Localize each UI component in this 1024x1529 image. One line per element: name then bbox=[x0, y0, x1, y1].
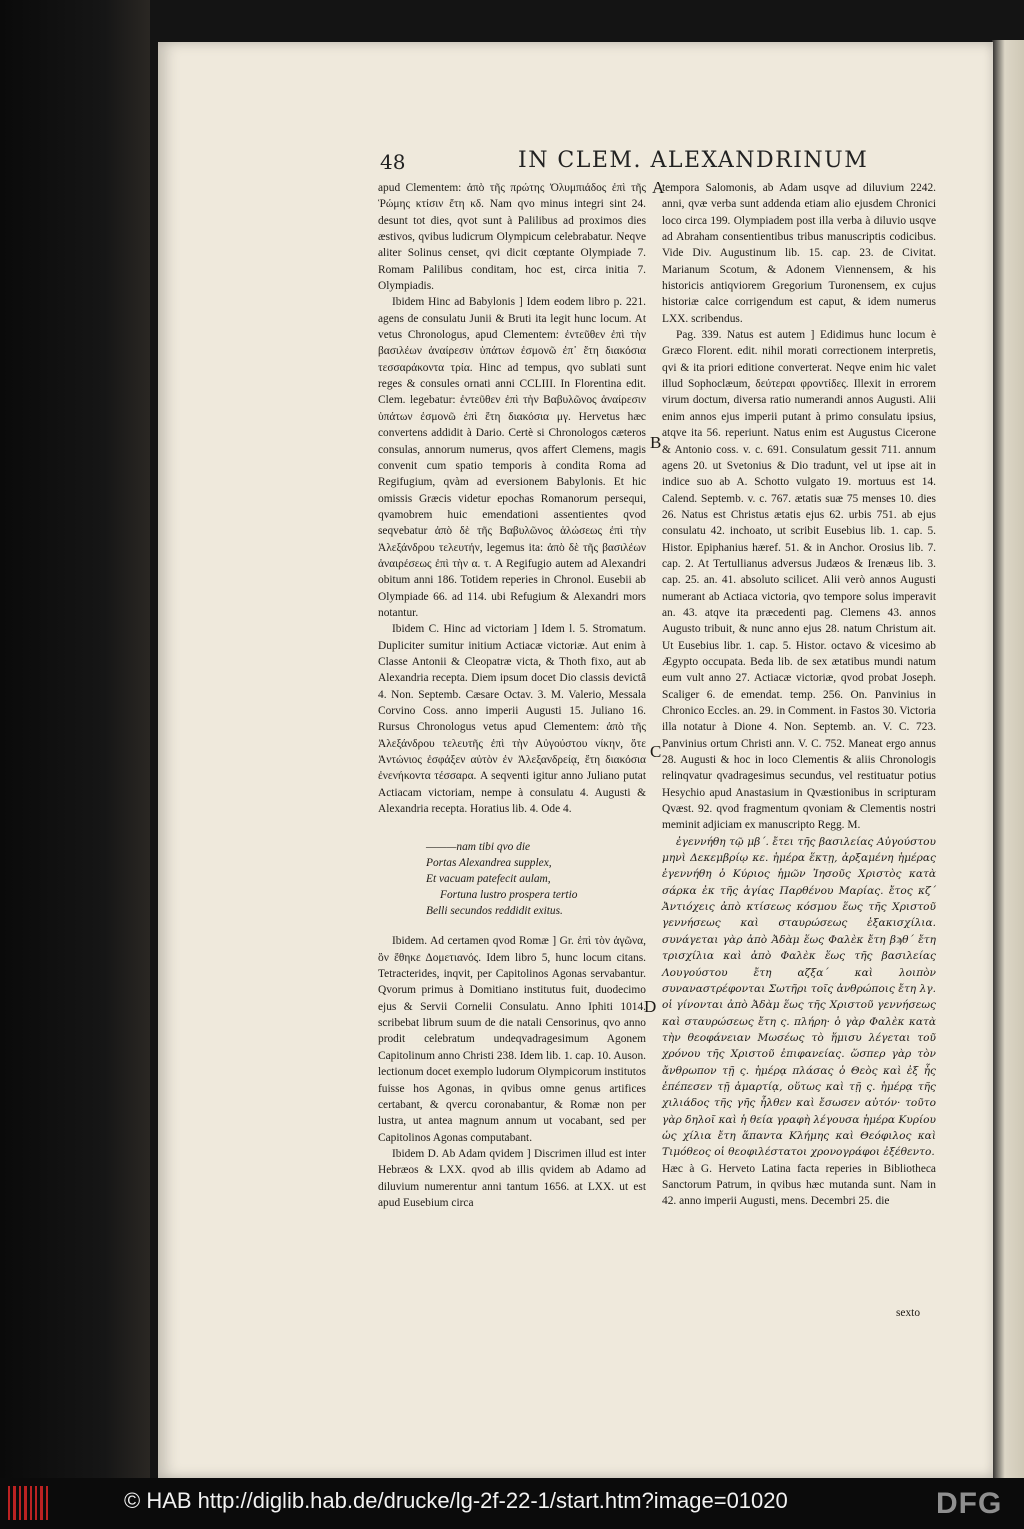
left-paragraph-4: Ibidem. Ad certamen qvod Romæ ] Gr. ἐπὶ τὸν ἀγῶνα, ὃν ἔθηκε Δομετιανός. Idem libro 5, hunc locum citans. Tetracterides, inqvit, per Capitolinos Agonas servabantur. Qvorum primus à Domitiano institutus fuit, duodecimo ejus & Servii Cornelii Consulatu. Anno Iphiti 1014. scribebat librum suum de die natali Censorinus, qvo anno prodit celebratum undeqvadragesimum Agonem Capitolinum anno Christi 238. Idem lib. 1. cap. 10. Auson. lectionum docet exemplo ludorum Olympicorum institutos fuisse hos Agonas, in qvibus omne genus artifices certabant, & qvercu coronabantur, & Romæ non per lustra, ut antea magnum annum ut vocabant, sed per Capitolinos Agonas computabant. bbox=[378, 935, 646, 1144]
hab-barcode-icon bbox=[8, 1486, 48, 1520]
left-column bbox=[378, 180, 646, 1211]
facing-page-edge bbox=[992, 40, 1024, 1478]
greek-fragment: ἐγεννήθη τῷ μβ΄. ἔτει τῆς βασιλείας Αὐγούστου μηνὶ Δεκεμβρίῳ κε. ἡμέρα ἕκτῃ, ἀρξαμένη ἡμέρας ἐγεννήθη ὁ Κύριος ἡμῶν Ἰησοῦς Χριστὸς κατὰ σάρκα ἐκ τῆς ἁγίας Παρθένου Μαρίας. ἔτος κζ΄ Ἀντιόχεις ἀπὸ κτίσεως κόσμου ἕως τῆς Χριστοῦ γεννήσεως καὶ σταυρώσεως ἐξακισχίλια. συνάγεται γὰρ ἀπὸ Ἀδὰμ ἕως Φαλὲκ ἔτη βϡθ΄ ἔτη τρισχίλια καὶ ἀπὸ Φαλὲκ ἕως τῆς βασιλείας Λουγούστου ἔτη αζξα΄ καὶ λοιπὸν συναναστρέφονται Σωτῆρι τοῖς ἀνθρώποις ἔτη λγ. οἱ γίνονται ἀπὸ Ἀδὰμ ἕως τῆς Χριστοῦ γεννήσεως καὶ σταυρώσεως ἔτη ς. πλήρη· ὁ γὰρ Φαλὲκ κατὰ τὴν θεοφάνειαν Μωσέως τὸ ἥμισυ λέγεται τοῦ χρόνου τῆς Χριστοῦ ἐπιφανείας. ὥσπερ γὰρ τὸν ἄνθρωπον τῇ ς. ἡμέρᾳ πλάσας ὁ Θεὸς καὶ ἐξ ἧς ἐπέπεσεν τῇ ἁμαρτίᾳ, οὕτως καὶ τῇ ς. ἡμέρᾳ τῆς χιλιάδος τῆς γῆς ἦλθεν καὶ ἔσωσεν αὐτόν· τοῦτο γὰρ δηλοῖ καὶ ἡ θεία γραφὴ λέγουσα ἡμέρα Κυρίου ὡς χίλια ἔτη ἅπαντα Κλήμης καὶ Θεόφιλος καὶ Τιμόθεος οἱ θεοφιλέστατοι χρονογράφοι ἐξέθεντο. bbox=[662, 835, 936, 1159]
right-paragraph-1: tempora Salomonis, ab Adam usqve ad diluvium 2242. anni, qvæ verba sunt addenda etiam alio ejusdem Chronici loco circa 199. Olympiadem post illa verba à diluvio usqve ad Abraham consentientibus tribus manuscriptis codicibus. Vide Div. Augustinum lib. 15. cap. 23. de Civitat. Marianum Scotum, & Adonem Viennensem, & his historicis antiqviorem Gregorium Turonensem, ex cujus historiæ calce corrigendum est caput, & idem numerus LXX. scribendus. bbox=[662, 182, 936, 325]
poem-line: ———nam tibi qvo die bbox=[426, 841, 531, 854]
poem-line: Portas Alexandrea supplex, bbox=[426, 857, 552, 870]
poem-line: Belli secundos reddidit exitus. bbox=[426, 905, 563, 918]
margin-letter-a: A bbox=[652, 178, 665, 197]
right-column bbox=[662, 180, 936, 1210]
catchword: sexto bbox=[896, 1307, 921, 1319]
book-spine bbox=[0, 0, 150, 1478]
running-head bbox=[380, 148, 869, 180]
horace-quotation bbox=[426, 839, 646, 919]
margin-letter-b: B bbox=[650, 433, 662, 452]
poem-line: Fortuna lustro prospera tertio bbox=[440, 889, 578, 902]
page-number: 48 bbox=[380, 150, 406, 174]
left-paragraph-1: apud Clementem: ἀπὸ τῆς πρώτης Ὀλυμπιάδος ἐπὶ τῆς Ῥώμης κτίσιν ἔτη κδ. Nam qvo minus integri sint 24. desunt tot dies, qvot sunt à Palilibus ad proximos dies æstivos, qvibus ludicrum Olympicum celebrabatur. Neqve aliter Solinus censet, qvi dicit cœptante Olympiade 7. Romam Palilibus conditam, hoc est, circa initia 7. Olympiadis. bbox=[378, 182, 646, 293]
margin-letter-d: D bbox=[644, 997, 657, 1016]
right-paragraph-2: Pag. 339. Natus est autem ] Edidimus hunc locum è Græco Florent. edit. nihil morati correctionem interpretis, qvi & ita priori editione converterat. Neqve enim hic valet illud Sophoclæum, δεύτεραι φροντίδες. Illexit in errorem virum doctum, diversa ratio numerandi annos Augusti. Alii enim annos ejus imperii putant à primo consulatu ipsius, atqve ita 56. reperiunt. Natus enim est Augustus Cicerone & Antonio coss. v. c. 691. Consulatum gessit 711. annum agens 20. ut Svetonius & Dio tradunt, vel ut ipse ait in indice suo ab A. Schotto vulgato 19. mortuus est 14. Calend. Septemb. v. c. 767. ætatis suæ 75 menses 10. dies 26. Natus est Christus ætatis ejus 62. urbis 751. ab ejus consulatu 42. inchoato, ut scribit Eusebius lib. 1. cap. 5. Histor. Epiphanius hæref. 51. & in Anchor. Orosius lib. 7. cap. 2. At Tertullianus adversus Judæos & Irenæus lib. 3. cap. 25. an. 41. absoluto scilicet. Alii verò annos Augusti numerant ab Actiaca victoria, qvo tempore solus imperavit an. 43. atqve ita præcedenti pag. Clemens 43. annos Augusto tribuit, & nunc anno ejus 28. natum Christum ait. Ut Eusebius libr. 1. cap. 5. Histor. octavo & vicesimo ab Ægypto occupata. Beda lib. de sex ætatibus mundi natum eum vult anno 27. Actiacæ victoriæ, qvod probat Joseph. Scaliger 6. de emendat. temp. 256. On. Panvinius in Chronico Eccles. an. 29. in Comment. in Fastos 30. Victoria illa notatur à Dione 4. Non. Septemb. an. V. C. 723. Panvinius ortum Christi ann. V. C. 752. Maneat ergo annus 28. Augusti & hoc in loco Clementis & aliis Chronologis relinqvatur qvadragesimus secundus, vel restituatur potius Hesychio apud Anastasium in Qvæstionibus in scripturam Qvæst. 92. qvod fragmentum qvoniam & Clementis nostri meminit adjiciam ex manuscripto Regg. M. bbox=[662, 329, 936, 832]
left-paragraph-5: Ibidem D. Ab Adam qvidem ] Discrimen illud est inter Hebræos & LXX. qvod ab illis qvidem ab Adamo ad diluvium numerentur anni tantum 1656. at LXX. ut est apud Eusebium circa bbox=[378, 1147, 646, 1209]
poem-line: Et vacuam patefecit aulam, bbox=[426, 873, 551, 886]
margin-letter-c: C bbox=[650, 742, 662, 761]
footer-bar bbox=[0, 1478, 1024, 1529]
left-paragraph-2: Ibidem Hinc ad Babylonis ] Idem eodem libro p. 221. agens de consulatu Junii & Bruti ita legit hunc locum. At vetus Chronologus, apud Clementem: ἐντεῦθεν ἐπὶ τὴν βασιλέων ἀναίρεσιν ὑπάτων ἐσμονῶ ἐπ᾽ ἔτη διακόσια τεσσαράκοντα τρία. Hinc ad tempus, qvo sublati sunt reges & consules ornati anni CCLIII. In Florentina edit. Clem. legebatur: ἐντεῦθεν ἐπὶ τὴν Βαβυλῶνος ἀναίρεσιν ὑπάτων ἐσμονῶ ἐπὶ ἔτη διακόσια μγ. Hervetus hæc convertens addidit à Dario. Certè si Chronologos cæteros consulas, annorum numerus, qvos affert Clemens, magis convenit cum spatio temporis à condita Roma ad Regifugium, qvàm ad eversionem Babylonis. Et hic omissis Græcis videtur epochas Romanorum persequi, qvamobrem huic emendationi assentientes qvod seqvebatur ἀπὸ δὲ τῆς Βαβυλῶνος ἁλώσεως ἐπὶ τὴν Ἀλεξάνδρου τελευτήν, legemus ita: ἀπὸ δὲ τῆς βασιλέων ἀναιρέσεως ἐπὶ τὴν α. τ. A Regifugio autem ad Alexandri obitum anni 186. Totidem reperies in Chronol. Eusebii ab Olympiade 66. ad 114. ubi Refugium & Alexandri mors notantur. bbox=[378, 296, 646, 619]
running-title: IN CLEM. ALEXANDRINUM bbox=[518, 148, 869, 173]
copyright-link[interactable]: © HAB http://diglib.hab.de/drucke/lg-2f-22-1/start.htm?image=01020 bbox=[124, 1488, 788, 1513]
left-paragraph-3: Ibidem C. Hinc ad victoriam ] Idem l. 5. Stromatum. Dupliciter sumitur initium Actiacæ victoriæ. Aut enim à Classe Antonii & Cleopatræ victa, & Thoth fixo, aut ab Alexandria recepta. Diem ipsum docet Dio classis devictâ 4. Non. Septemb. Cæsare Octav. 3. M. Valerio, Messala Corvino Coss. anno imperii Augusti 15. Juliano 16. Rursus Chronologus vetus apud Clementem: ἀπὸ τῆς Ἀλεξάνδρου τελευτῆς ἐπὶ τὴν Αὐγούστου νίκην, ὅτε Ἀντώνιος ἐσφάξεν αὑτὸν ἐν Ἀλεξανδρείᾳ, ἔτη διακόσια ἐνενήκοντα τέσσαρα. A seqventi igitur anno Juliano putat Actiacam victoriam, nempe à consulatu 4. Augusti & Alexandria recepta. Horatius lib. 4. Ode 4. bbox=[378, 623, 646, 816]
dfg-logo[interactable]: DFG bbox=[936, 1487, 1003, 1520]
right-paragraph-3: Hæc à G. Herveto Latina facta reperies in Bibliotheca Sanctorum Patrum, in qvibus hæc mutanda sunt. Nam in 42. anno imperii Augusti, mens. Decembri 25. die bbox=[662, 1162, 936, 1208]
